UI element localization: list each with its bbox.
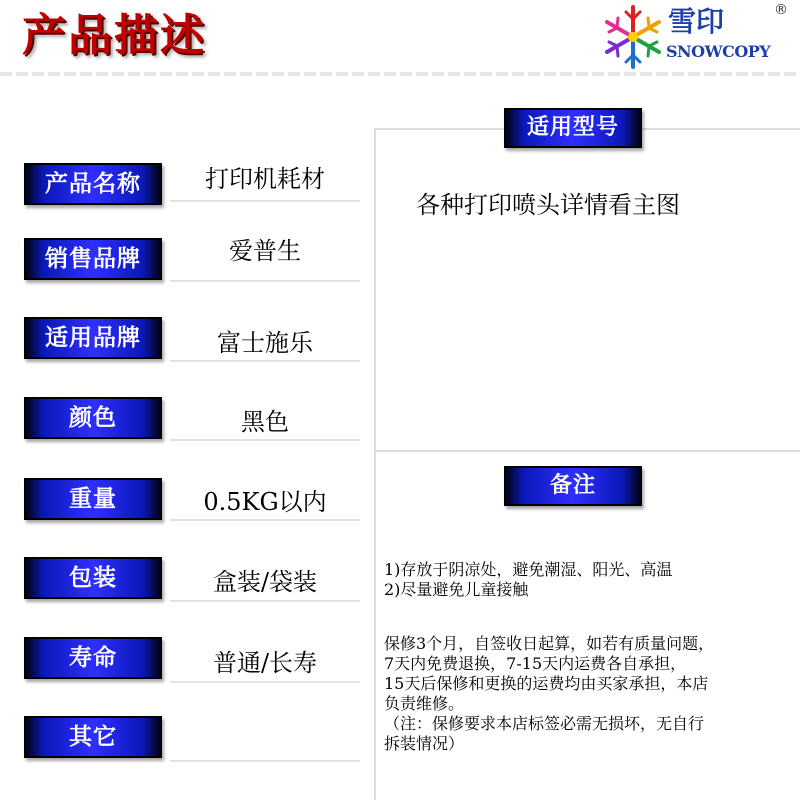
spec-value-packaging: 盒装/袋装 [212,568,318,596]
warranty-note: 负责维修。 [384,694,465,713]
spec-label-product-name: 产品名称 [24,163,162,205]
remarks-heading: 备注 [504,466,642,506]
spec-value-product-name: 打印机耗材 [205,165,325,193]
spec-label-compatible-brand: 适用品牌 [24,317,162,359]
spec-label-other: 其它 [24,716,162,758]
spec-label-color: 颜色 [24,397,162,439]
compatible-models-panel [374,115,800,452]
spec-value-compatible-brand: 富士施乐 [217,329,313,357]
storage-note: 2)尽量避免儿童接触 [384,580,529,599]
row-divider [170,760,360,762]
warranty-note: 保修3个月，自签收日起算，如若有质量问题， [384,634,715,653]
compatible-models-heading: 适用型号 [504,108,642,148]
row-divider [170,600,360,602]
row-divider [170,200,360,202]
spec-value-sales-brand: 爱普生 [229,237,301,265]
remarks-panel [374,450,800,800]
spec-value-color: 黑色 [241,408,289,436]
spec-value-lifespan: 普通/长寿 [212,649,318,677]
spec-label-sales-brand: 销售品牌 [24,238,162,280]
page-title: 产品描述 [22,10,206,61]
logo-name-en: SNOWCOPY [666,42,771,61]
row-divider [170,280,360,282]
row-divider [170,360,360,362]
row-divider [170,681,360,683]
brand-logo [600,2,798,72]
row-divider [170,519,360,521]
logo-name-cn: 雪印 [668,5,725,38]
warranty-note: 拆装情况） [384,734,465,753]
spec-label-packaging: 包装 [24,557,162,599]
warranty-note: 7天内免费退换，7-15天内运费各自承担， [384,654,687,673]
row-divider [170,439,360,441]
warranty-note: 15天后保修和更换的运费均由买家承担，本店 [384,674,709,693]
snowflake-icon [600,2,666,72]
compatible-models-text: 各种打印喷头详情看主图 [416,191,680,219]
spec-label-lifespan: 寿命 [24,637,162,679]
spec-value-other [170,725,360,759]
warranty-note: （注：保修要求本店标签必需无损坏，无自行 [384,714,705,733]
spec-label-weight: 重量 [24,478,162,520]
spec-value-weight: 0.5KG以内 [203,488,327,516]
storage-note: 1)存放于阴凉处，避免潮湿、阳光、高温 [384,560,673,579]
remarks-notes [384,560,796,754]
registered-mark: ® [774,2,788,18]
header-divider [0,72,800,76]
